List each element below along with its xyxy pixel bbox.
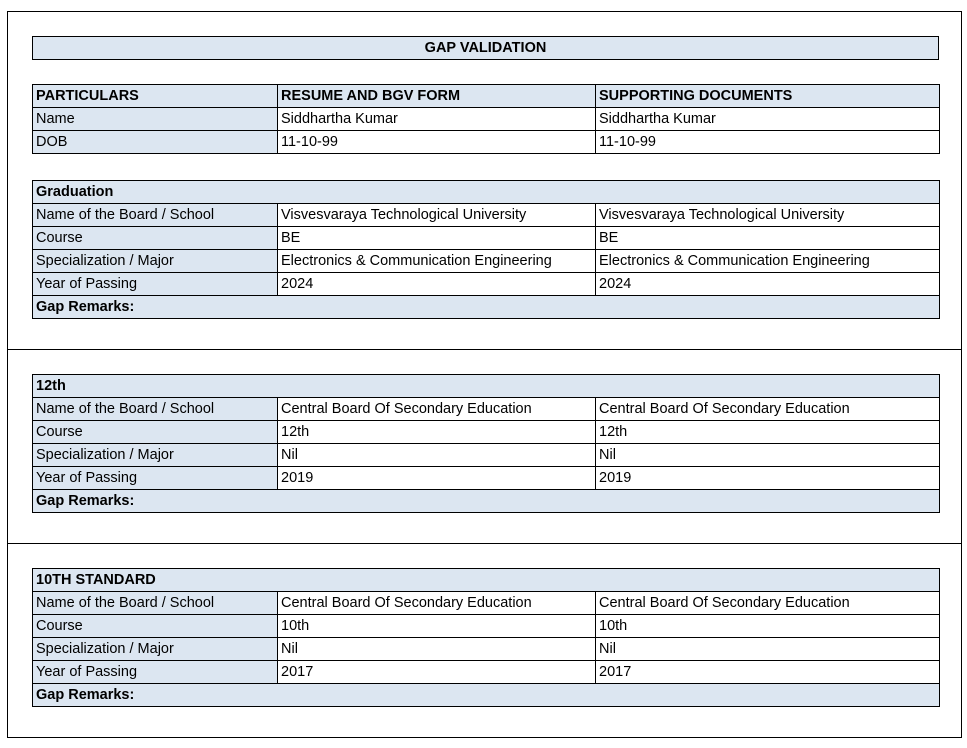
document-value: BE <box>596 227 940 250</box>
resume-value: 12th <box>278 421 596 444</box>
document-value: 11-10-99 <box>596 131 940 154</box>
gap-remarks-row <box>33 490 940 513</box>
table-row <box>33 592 940 615</box>
document-value: 12th <box>596 421 940 444</box>
document-value: Nil <box>596 638 940 661</box>
resume-value: 11-10-99 <box>278 131 596 154</box>
document-value: Central Board Of Secondary Education <box>596 592 940 615</box>
row-label: DOB <box>33 131 278 154</box>
graduation-table <box>32 180 940 319</box>
gap-remarks-label: Gap Remarks: <box>33 684 940 707</box>
table-row <box>33 227 940 250</box>
resume-value: BE <box>278 227 596 250</box>
row-label: Course <box>33 227 278 250</box>
row-label: Name of the Board / School <box>33 204 278 227</box>
twelfth-table <box>32 374 940 513</box>
document-value: 10th <box>596 615 940 638</box>
section-heading-row <box>33 181 940 204</box>
resume-value: 10th <box>278 615 596 638</box>
row-label: Name <box>33 108 278 131</box>
document-value: Central Board Of Secondary Education <box>596 398 940 421</box>
table-row <box>33 421 940 444</box>
table-row <box>33 273 940 296</box>
section-heading: 12th <box>33 375 940 398</box>
row-label: Year of Passing <box>33 467 278 490</box>
table-row <box>33 661 940 684</box>
table-row <box>33 398 940 421</box>
document-value: Visvesvaraya Technological University <box>596 204 940 227</box>
document-value: Electronics & Communication Engineering <box>596 250 940 273</box>
column-header-supporting-docs: SUPPORTING DOCUMENTS <box>596 85 940 108</box>
resume-value: Visvesvaraya Technological University <box>278 204 596 227</box>
row-label: Year of Passing <box>33 661 278 684</box>
table-header-row <box>33 85 940 108</box>
document-value: Nil <box>596 444 940 467</box>
document-value: 2017 <box>596 661 940 684</box>
row-label: Specialization / Major <box>33 250 278 273</box>
particulars-table <box>32 84 940 154</box>
document-value: 2019 <box>596 467 940 490</box>
resume-value: Siddhartha Kumar <box>278 108 596 131</box>
section-divider <box>7 543 962 544</box>
table-row-name <box>33 108 940 131</box>
table-row <box>33 638 940 661</box>
row-label: Year of Passing <box>33 273 278 296</box>
resume-value: Central Board Of Secondary Education <box>278 398 596 421</box>
page-title: GAP VALIDATION <box>32 36 939 60</box>
table-row <box>33 444 940 467</box>
section-divider <box>7 349 962 350</box>
table-row <box>33 250 940 273</box>
section-heading-row <box>33 375 940 398</box>
section-heading-row <box>33 569 940 592</box>
resume-value: Electronics & Communication Engineering <box>278 250 596 273</box>
table-row <box>33 467 940 490</box>
resume-value: Central Board Of Secondary Education <box>278 592 596 615</box>
gap-remarks-label: Gap Remarks: <box>33 490 940 513</box>
table-row <box>33 615 940 638</box>
document-value: Siddhartha Kumar <box>596 108 940 131</box>
section-heading: 10TH STANDARD <box>33 569 940 592</box>
resume-value: 2024 <box>278 273 596 296</box>
row-label: Specialization / Major <box>33 638 278 661</box>
resume-value: Nil <box>278 444 596 467</box>
gap-remarks-row <box>33 296 940 319</box>
row-label: Specialization / Major <box>33 444 278 467</box>
column-header-particulars: PARTICULARS <box>33 85 278 108</box>
resume-value: Nil <box>278 638 596 661</box>
resume-value: 2019 <box>278 467 596 490</box>
gap-remarks-row <box>33 684 940 707</box>
table-row-dob <box>33 131 940 154</box>
section-heading: Graduation <box>33 181 940 204</box>
row-label: Course <box>33 421 278 444</box>
row-label: Course <box>33 615 278 638</box>
column-header-resume-bgv: RESUME AND BGV FORM <box>278 85 596 108</box>
row-label: Name of the Board / School <box>33 398 278 421</box>
document-value: 2024 <box>596 273 940 296</box>
row-label: Name of the Board / School <box>33 592 278 615</box>
tenth-table <box>32 568 940 707</box>
resume-value: 2017 <box>278 661 596 684</box>
table-row <box>33 204 940 227</box>
gap-remarks-label: Gap Remarks: <box>33 296 940 319</box>
